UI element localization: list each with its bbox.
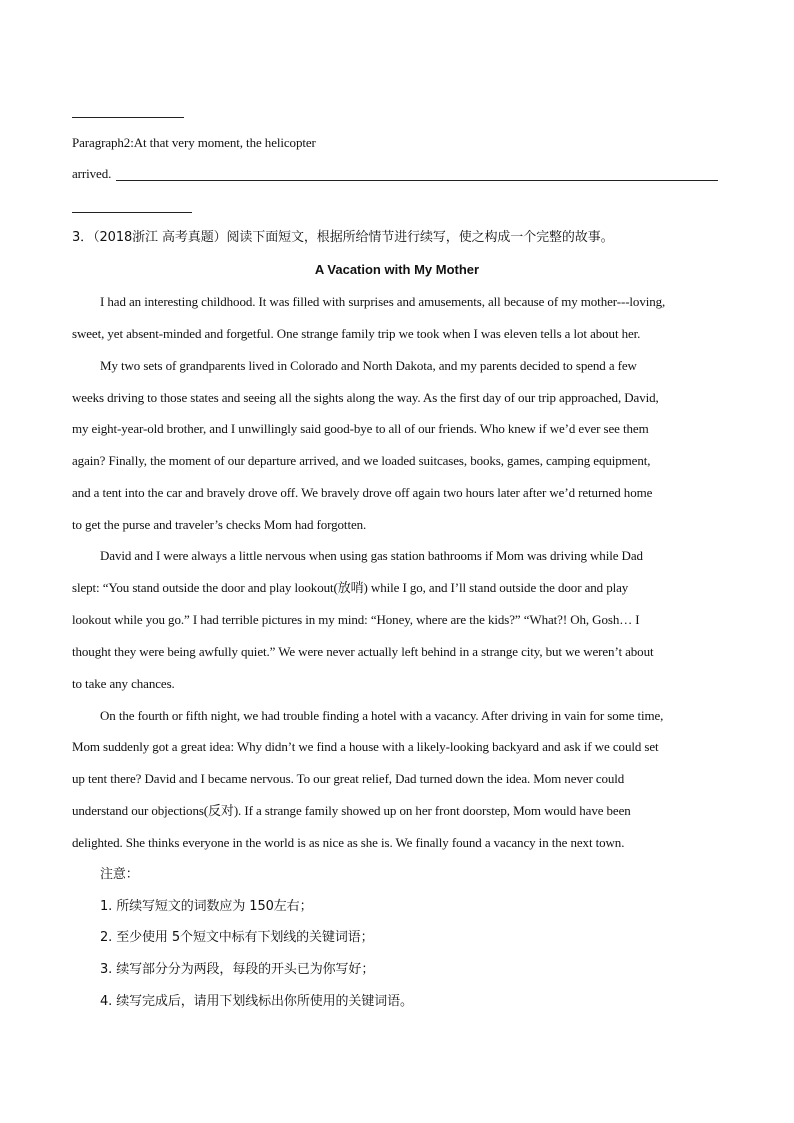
note-item: 3. 续写部分分为两段，每段的开头已为你写好； [100, 962, 375, 977]
story-line: up tent there? David and I became nervous. To our great relief, Dad turned down the idea. Mom never could [72, 771, 625, 786]
story-line: again? Finally, the moment of our departure arrived, and we loaded suitcases, books, games, camping equipment, [72, 453, 651, 468]
story-line: My two sets of grandparents lived in Colorado and North Dakota, and my parents decided to spend a few [100, 358, 637, 373]
story-line: Mom suddenly got a great idea: Why didn’t we find a house with a likely-looking backyard and ask if we could set [72, 739, 659, 754]
note-item: 4. 续写完成后，请用下划线标出你所使用的关键词语。 [100, 994, 413, 1009]
story-line: David and I were always a little nervous when using gas station bathrooms if Mom was driving while Dad [100, 548, 643, 563]
answer-blank-line-short [72, 117, 184, 118]
story-line: lookout while you go.” I had terrible pictures in my mind: “Honey, where are the kids?” “What?! Oh, Gosh… I [72, 612, 640, 627]
story-line: to take any chances. [72, 676, 175, 691]
answer-blank-line-long [116, 180, 718, 181]
story-line: On the fourth or fifth night, we had trouble finding a hotel with a vacancy. After driving in vain for some time, [100, 708, 664, 723]
story-line: slept: “You stand outside the door and play lookout(放哨) while I go, and I’ll stand outside the door and play [72, 580, 629, 595]
story-line: and a tent into the car and bravely drove off. We bravely drove off again two hours later after we’d returned home [72, 485, 653, 500]
arrived-label: arrived. [72, 166, 112, 181]
question-header: 3．（2018浙江 高考真题）阅读下面短文，根据所给情节进行续写，使之构成一个完整的故事。 [72, 230, 614, 245]
paragraph2-prompt: Paragraph2:At that very moment, the helicopter [72, 135, 316, 150]
story-title: A Vacation with My Mother [314, 262, 480, 277]
story-line: sweet, yet absent-minded and forgetful. One strange family trip we took when I was eleven tells a lot about her. [72, 326, 641, 341]
note-item: 2. 至少使用 5个短文中标有下划线的关键词语； [100, 930, 374, 945]
notes-heading: 注意： [100, 867, 139, 882]
story-line: to get the purse and traveler’s checks Mom had forgotten. [72, 517, 367, 532]
story-line: understand our objections(反对). If a strange family showed up on her front doorstep, Mom would have been [72, 803, 631, 818]
note-item: 1. 所续写短文的词数应为 150左右； [100, 899, 313, 914]
story-line: I had an interesting childhood. It was filled with surprises and amusements, all because of my mother---loving, [100, 294, 666, 309]
story-line: delighted. She thinks everyone in the world is as nice as she is. We finally found a vacancy in the next town. [72, 835, 625, 850]
story-line: weeks driving to those states and seeing all the sights along the way. As the first day of our trip approached, David, [72, 390, 659, 405]
story-line: my eight-year-old brother, and I unwillingly said good-bye to all of our friends. Who knew if we’d ever see them [72, 421, 649, 436]
answer-blank-line-end [72, 212, 192, 213]
story-line: thought they were being awfully quiet.” We were never actually left behind in a strange city, but we weren’t about [72, 644, 654, 659]
